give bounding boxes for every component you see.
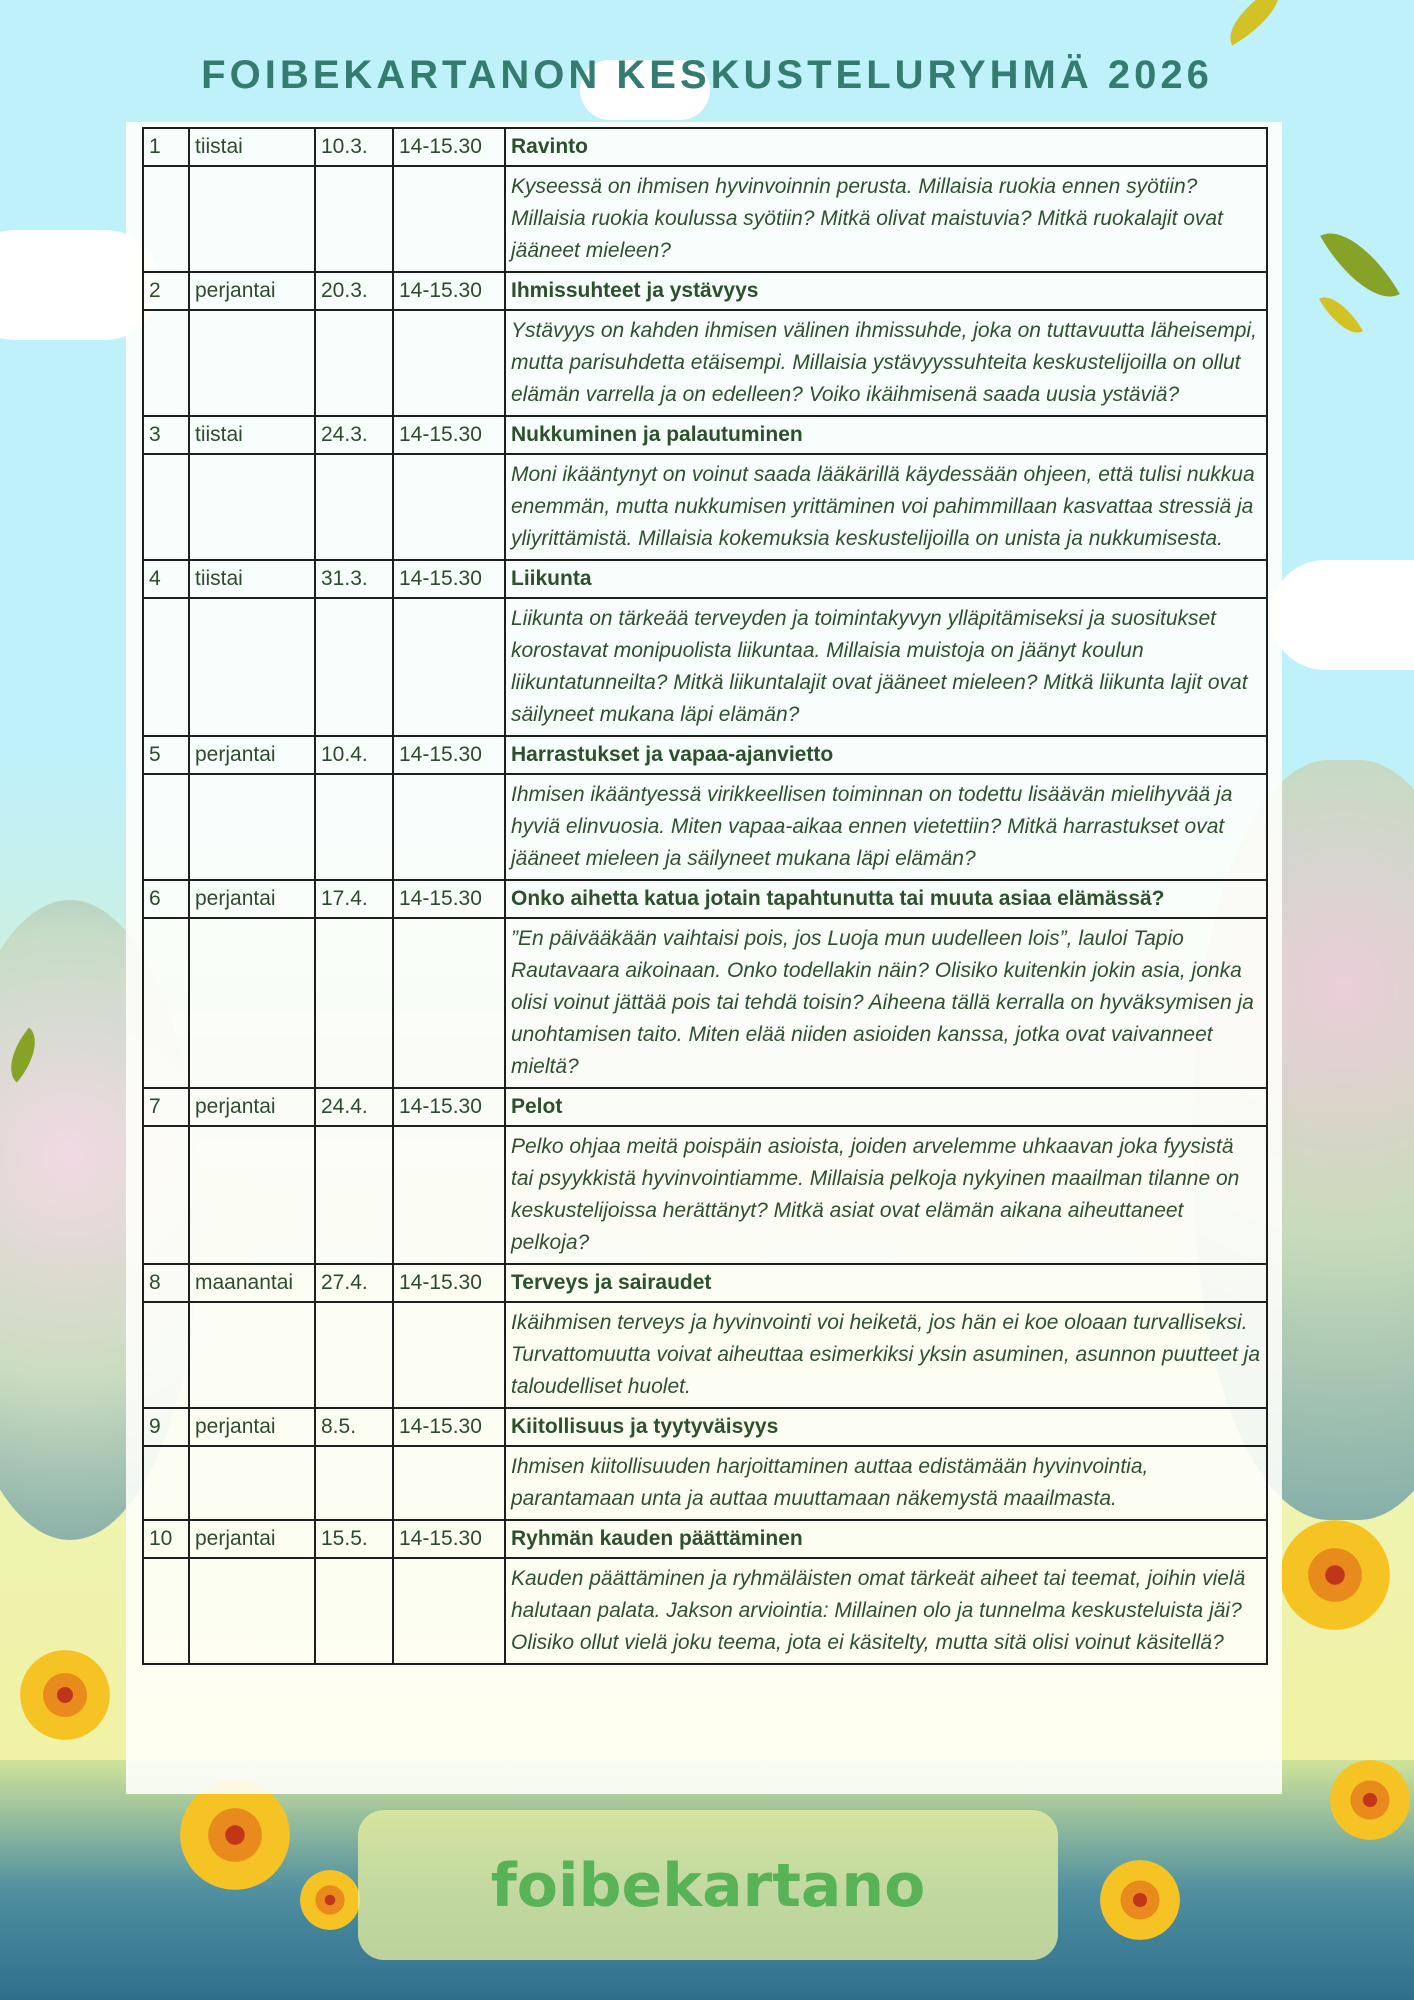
session-topic: Nukkuminen ja palautuminen [505,416,1267,454]
empty-cell [315,1302,393,1408]
empty-cell [393,598,505,736]
session-description-row [143,1446,1267,1520]
sunflower [300,1870,360,1930]
session-number: 4 [143,560,189,598]
session-row [143,1088,1267,1126]
empty-cell [315,598,393,736]
session-time: 14-15.30 [393,1520,505,1558]
empty-cell [143,774,189,880]
empty-cell [393,918,505,1088]
session-date: 31.3. [315,560,393,598]
empty-cell [189,310,315,416]
empty-cell [189,454,315,560]
session-time: 14-15.30 [393,272,505,310]
session-row [143,560,1267,598]
session-description: Liikunta on tärkeää terveyden ja toimintakyvyn ylläpitämiseksi ja suositukset korostavat monipuolista liikuntaa. Millaisia muistoja on jäänyt koulun liikuntatunneilta? Mitkä liikuntalajit ovat jääneet mieleen? Mitkä liikunta lajit ovat säilyneet mukana läpi elämän? [505,598,1267,736]
session-number: 9 [143,1408,189,1446]
session-date: 15.5. [315,1520,393,1558]
session-date: 8.5. [315,1408,393,1446]
sunflower [1100,1860,1180,1940]
session-number: 7 [143,1088,189,1126]
empty-cell [189,918,315,1088]
session-description: Kauden päättäminen ja ryhmäläisten omat tärkeät aiheet tai teemat, joihin vielä halutaan palata. Jakson arviointia: Millainen olo ja tunnelma keskusteluista jäi? Olisiko ollut vielä joku teema, jota ei käsitelty, mutta sitä olisi voinut käsitellä? [505,1558,1267,1664]
session-time: 14-15.30 [393,560,505,598]
foibekartano-logo: foibekartano [490,1851,926,1921]
session-topic: Ravinto [505,128,1267,166]
session-topic: Liikunta [505,560,1267,598]
session-date: 17.4. [315,880,393,918]
session-time: 14-15.30 [393,736,505,774]
empty-cell [315,774,393,880]
session-number: 2 [143,272,189,310]
empty-cell [393,1446,505,1520]
empty-cell [393,1302,505,1408]
empty-cell [189,1558,315,1664]
session-number: 1 [143,128,189,166]
empty-cell [315,1126,393,1264]
session-description: Ystävyys on kahden ihmisen välinen ihmissuhde, joka on tuttavuutta läheisempi, mutta parisuhdetta etäisempi. Millaisia ystävyyssuhteita keskustelijoilla on ollut elämän varrella ja on edelleen? Voiko ikäihmisenä saada uusia ystäviä? [505,310,1267,416]
session-time: 14-15.30 [393,416,505,454]
session-date: 24.3. [315,416,393,454]
session-row [143,272,1267,310]
session-number: 8 [143,1264,189,1302]
empty-cell [143,454,189,560]
empty-cell [189,774,315,880]
session-time: 14-15.30 [393,1264,505,1302]
session-topic: Onko aihetta katua jotain tapahtunutta tai muuta asiaa elämässä? [505,880,1267,918]
empty-cell [143,598,189,736]
session-number: 3 [143,416,189,454]
empty-cell [189,1446,315,1520]
session-row [143,1520,1267,1558]
session-description-row [143,918,1267,1088]
empty-cell [315,1558,393,1664]
sunflower [20,1650,110,1740]
empty-cell [143,1126,189,1264]
session-weekday: perjantai [189,736,315,774]
empty-cell [189,1302,315,1408]
session-topic: Ryhmän kauden päättäminen [505,1520,1267,1558]
session-weekday: perjantai [189,880,315,918]
session-time: 14-15.30 [393,1408,505,1446]
empty-cell [143,1558,189,1664]
session-row [143,416,1267,454]
session-description-row [143,598,1267,736]
session-topic: Harrastukset ja vapaa-ajanvietto [505,736,1267,774]
session-description-row [143,454,1267,560]
session-description: Ihmisen ikääntyessä virikkeellisen toiminnan on todettu lisäävän mielihyvää ja hyviä elinvuosia. Miten vapaa-aikaa ennen vietettiin? Mitkä harrastukset ovat jääneet mieleen ja säilyneet mukana läpi elämän? [505,774,1267,880]
session-weekday: perjantai [189,1520,315,1558]
session-weekday: perjantai [189,272,315,310]
session-time: 14-15.30 [393,1088,505,1126]
session-number: 5 [143,736,189,774]
schedule-table [142,127,1268,1665]
empty-cell [393,166,505,272]
session-description-row [143,1558,1267,1664]
session-row [143,1264,1267,1302]
session-row [143,1408,1267,1446]
page-title: FOIBEKARTANON KESKUSTELURYHMÄ 2026 [201,53,1213,97]
empty-cell [143,918,189,1088]
empty-cell [143,310,189,416]
session-weekday: tiistai [189,416,315,454]
sunflower [1330,1760,1410,1840]
session-date: 10.3. [315,128,393,166]
empty-cell [393,454,505,560]
session-row [143,880,1267,918]
empty-cell [315,166,393,272]
session-topic: Terveys ja sairaudet [505,1264,1267,1302]
empty-cell [315,454,393,560]
session-description-row [143,310,1267,416]
session-number: 6 [143,880,189,918]
session-weekday: perjantai [189,1088,315,1126]
session-topic: Pelot [505,1088,1267,1126]
session-date: 10.4. [315,736,393,774]
empty-cell [189,598,315,736]
session-time: 14-15.30 [393,880,505,918]
session-topic: Ihmissuhteet ja ystävyys [505,272,1267,310]
empty-cell [189,1126,315,1264]
sunflower [1280,1520,1390,1630]
empty-cell [393,1558,505,1664]
session-description-row [143,774,1267,880]
session-description: Ikäihmisen terveys ja hyvinvointi voi heiketä, jos hän ei koe oloaan turvalliseksi. Turvattomuutta voivat aiheuttaa esimerkiksi yksin asuminen, asunnon puutteet ja taloudelliset huolet. [505,1302,1267,1408]
empty-cell [315,918,393,1088]
session-row [143,128,1267,166]
session-date: 20.3. [315,272,393,310]
empty-cell [315,1446,393,1520]
empty-cell [189,166,315,272]
session-time: 14-15.30 [393,128,505,166]
session-description: Kyseessä on ihmisen hyvinvoinnin perusta. Millaisia ruokia ennen syötiin? Millaisia ruokia koulussa syötiin? Mitkä olivat maistuvia? Mitkä ruokalajit ovat jääneet mieleen? [505,166,1267,272]
session-description-row [143,166,1267,272]
empty-cell [143,166,189,272]
session-description: Pelko ohjaa meitä poispäin asioista, joiden arvelemme uhkaavan joka fyysistä tai psyykkistä hyvinvointiamme. Millaisia pelkoja nykyinen maailman tilanne on keskustelijoissa herättänyt? Mitkä asiat ovat elämän aikana aiheuttaneet pelkoja? [505,1126,1267,1264]
session-topic: Kiitollisuus ja tyytyväisyys [505,1408,1267,1446]
empty-cell [143,1302,189,1408]
empty-cell [393,774,505,880]
empty-cell [143,1446,189,1520]
session-description-row [143,1126,1267,1264]
session-weekday: tiistai [189,560,315,598]
session-row [143,736,1267,774]
session-number: 10 [143,1520,189,1558]
empty-cell [315,310,393,416]
empty-cell [393,310,505,416]
cloud [1270,560,1414,670]
sunflower [180,1780,290,1890]
session-description: Moni ikääntynyt on voinut saada lääkärillä käydessään ohjeen, että tulisi nukkua enemmän, mutta nukkumisen yrittäminen voi pahimmillaan kasvattaa stressiä ja yliyrittämistä. Millaisia kokemuksia keskustelijoilla on unista ja nukkumisesta. [505,454,1267,560]
session-weekday: perjantai [189,1408,315,1446]
session-description-row [143,1302,1267,1408]
session-weekday: tiistai [189,128,315,166]
session-description: Ihmisen kiitollisuuden harjoittaminen auttaa edistämään hyvinvointia, parantamaan unta ja auttaa muuttamaan näkemystä maailmasta. [505,1446,1267,1520]
session-date: 27.4. [315,1264,393,1302]
session-weekday: maanantai [189,1264,315,1302]
session-date: 24.4. [315,1088,393,1126]
session-description: ”En päivääkään vaihtaisi pois, jos Luoja mun uudelleen lois”, lauloi Tapio Rautavaara aikoinaan. Onko todellakin näin? Olisiko kuitenkin jokin asia, jonka olisi voinut jättää pois tai tehdä toisin? Aiheena tällä kerralla on hyväksymisen ja unohtamisen taito. Miten elää niiden asioiden kanssa, jotka ovat vaivanneet mieltä? [505,918,1267,1088]
empty-cell [393,1126,505,1264]
